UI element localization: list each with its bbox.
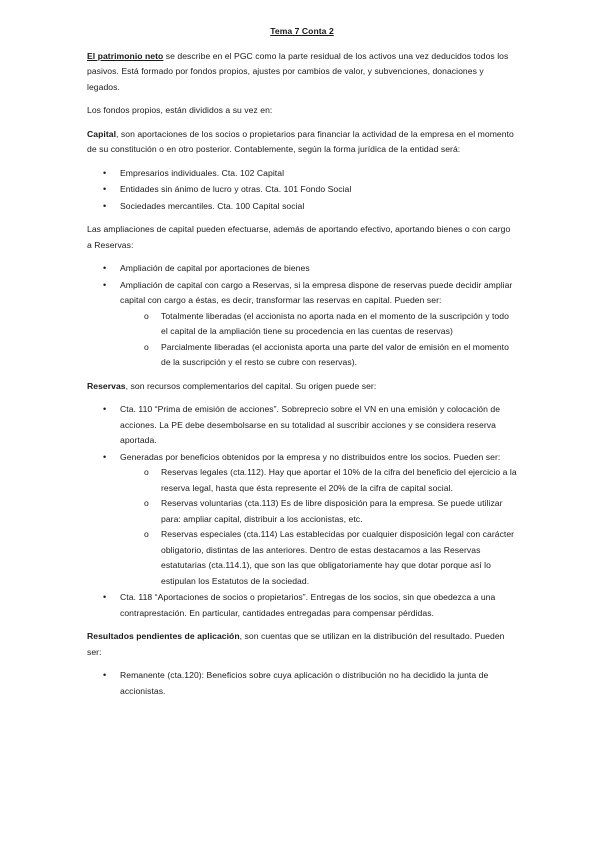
reservas-term: Reservas: [87, 380, 126, 391]
bullet-icon: •: [103, 184, 107, 194]
ampliaciones-paragraph: Las ampliaciones de capital pueden efectuarse, además de aportando efectivo, aportando bienes o con cargo a Reservas:: [87, 224, 511, 250]
sublist-item: [87, 465, 517, 496]
capital-term: Capital: [87, 128, 117, 139]
sublist-item: [87, 340, 517, 371]
reservas-sublist: [120, 465, 517, 589]
sublist-item-text: Reservas especiales (cta.114) Las establecidas por cualquier disposición legal con carácter obligatorio, distintas de las anteriores. Dentro de estas destacamos a las Reservas estatutarias (cta.114.1), que son las que obligatoriamente hay que dotar porque así lo estipulan los Estatutos de la sociedad.: [161, 529, 515, 586]
list-item-text: Empresarios individuales. Cta. 102 Capital: [120, 167, 285, 178]
list-item: [87, 590, 517, 621]
circle-bullet-icon: o: [144, 498, 149, 508]
sublist-item-text: Reservas voluntarias (cta.113) Es de libre disposición para la empresa. Se puede utilizar para: ampliar capital, distribuir a los accionistas, etc.: [161, 498, 503, 524]
list-item-text: Remanente (cta.120): Beneficios sobre cuya aplicación o distribución no ha decidido la junta de accionistas.: [120, 670, 489, 696]
bullet-icon: •: [103, 263, 107, 273]
resultados-text: , son cuentas que se utilizan en la distribución del resultado. Pueden ser:: [87, 631, 505, 657]
list-item: [87, 278, 517, 371]
document-title: Tema 7 Conta 2: [270, 26, 334, 36]
list-item: [87, 450, 517, 590]
resultados-list: [87, 668, 517, 699]
fondos-propios-paragraph: Los fondos propios, están divididos a su vez en:: [87, 105, 273, 115]
bullet-icon: •: [103, 670, 107, 680]
list-item: [87, 261, 517, 277]
list-item: [87, 166, 517, 182]
reservas-text: , son recursos complementarios del capital. Su origen puede ser:: [125, 380, 377, 391]
sublist-item-text: Parcialmente liberadas (el accionista aporta una parte del valor de emisión en el momento de la suscripción y el resto se cubre con reservas).: [161, 341, 509, 367]
circle-bullet-icon: o: [144, 341, 149, 352]
list-item: [87, 402, 517, 449]
circle-bullet-icon: o: [144, 310, 149, 321]
intro-text: se describe en el PGC como la parte residual de los activos una vez deducidos todos los pasivos. Está formado por fondos propios, ajustes por cambios de valor, y subvenciones, donaciones y legados.: [87, 50, 509, 92]
list-item-text: Cta. 118 “Aportaciones de socios o propietarios”. Entregas de los socios, sin que obedezca a una contraprestación. En particular, cantidades entregadas para compensar pérdidas.: [120, 592, 496, 618]
bullet-icon: •: [103, 167, 107, 178]
sublist-item: [87, 309, 517, 340]
list-item: [87, 668, 517, 699]
list-item: [87, 199, 517, 215]
capital-text: , son aportaciones de los socios o propietarios para financiar la actividad de la empresa en el momento de su constitución o en otro posterior. Contablemente, según la forma jurídica de la entidad será:: [87, 128, 514, 154]
reservas-list: [87, 402, 517, 621]
bullet-icon: •: [103, 451, 107, 462]
list-item-text: Generadas por beneficios obtenidos por la empresa y no distribuidos entre los socios. Pueden ser:: [120, 451, 501, 462]
circle-bullet-icon: o: [144, 529, 149, 539]
intro-term: El patrimonio neto: [87, 50, 164, 61]
list-item-text: Cta. 110 “Prima de emisión de acciones”. Sobreprecio sobre el VN en una emisión y colocación de acciones. La PE debe desembolsarse en su totalidad al suscribir acciones y se considera reserva aportada.: [120, 404, 501, 445]
list-item-text: Ampliación de capital con cargo a Reservas, si la empresa dispone de reservas puede decidir ampliar capital con cargo a éstas, es decir, transformar las reservas en capital. Pueden ser:: [120, 279, 513, 305]
sublist-item: [87, 527, 517, 589]
reservas-paragraph: [87, 379, 517, 395]
ampliaciones-list: [87, 261, 517, 371]
intro-paragraph: [87, 49, 517, 96]
resultados-term: Resultados pendientes de aplicación: [87, 631, 240, 641]
list-item-text: Ampliación de capital por aportaciones de bienes: [120, 263, 310, 273]
sublist-item-text: Reservas legales (cta.112). Hay que aportar el 10% de la cifra del beneficio del ejercicio a la reserva legal, hasta que ésta represente el 20% de la cifra de capital social.: [161, 467, 517, 493]
ampliaciones-sublist: [120, 309, 517, 371]
sublist-item: [87, 496, 517, 527]
list-item: [87, 182, 517, 198]
capital-list: [87, 166, 517, 215]
document-page: [87, 24, 517, 707]
bullet-icon: •: [103, 279, 107, 290]
capital-paragraph: [87, 127, 517, 158]
bullet-icon: •: [103, 404, 107, 414]
bullet-icon: •: [103, 592, 107, 602]
list-item-text: Sociedades mercantiles. Cta. 100 Capital social: [120, 200, 305, 211]
sublist-item-text: Totalmente liberadas (el accionista no aporta nada en el momento de la suscripción y todo el capital de la ampliación tiene su procedencia en las cuentas de reservas): [161, 310, 509, 336]
list-item-text: Entidades sin ánimo de lucro y otras. Cta. 101 Fondo Social: [120, 184, 352, 194]
circle-bullet-icon: o: [144, 467, 149, 477]
resultados-paragraph: [87, 629, 517, 660]
bullet-icon: •: [103, 200, 107, 211]
